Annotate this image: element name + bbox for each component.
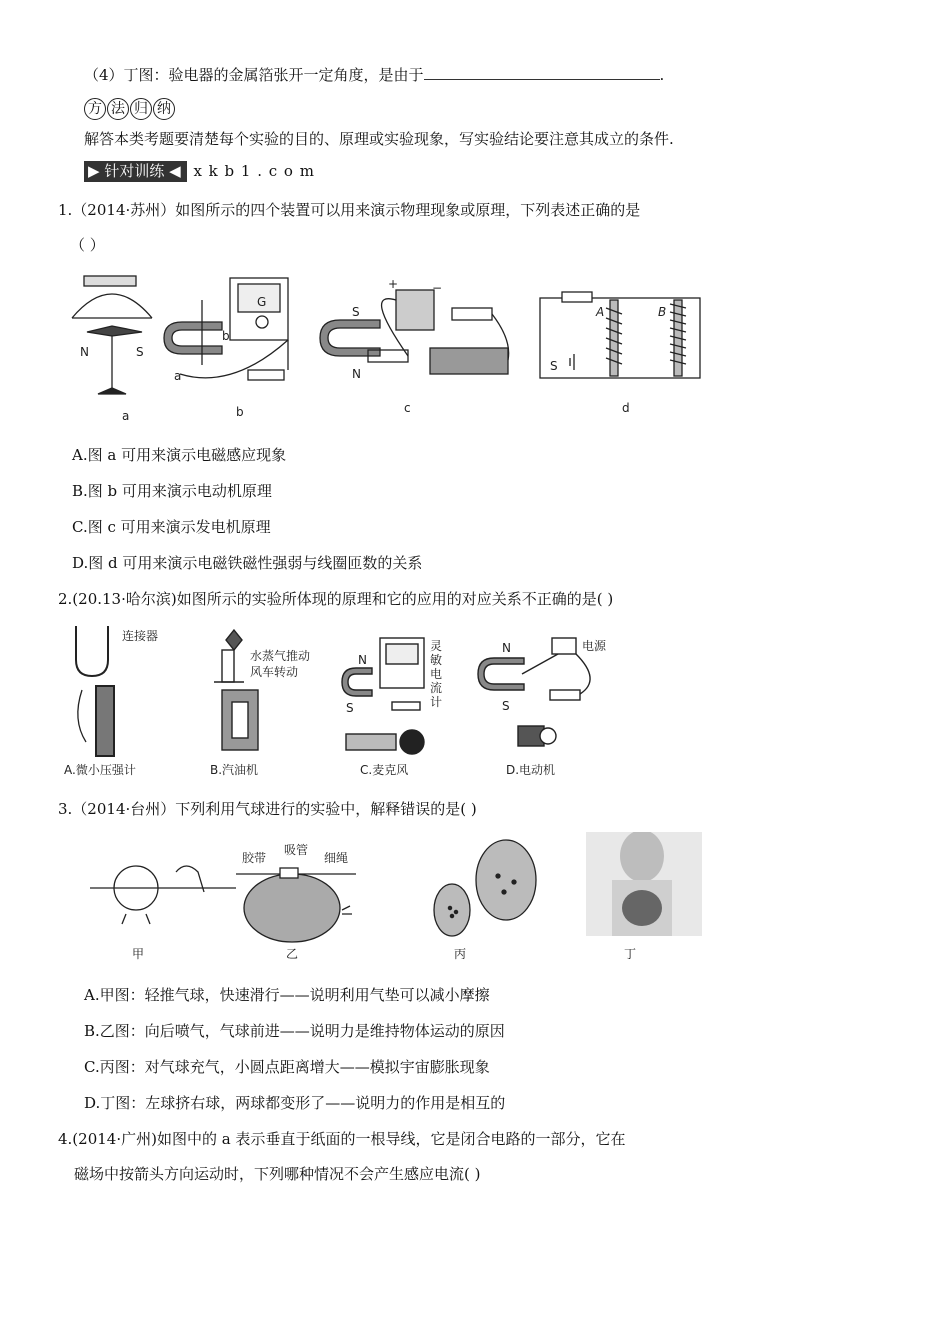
q2-d-s: S (502, 699, 510, 713)
q1-paren: （ ） (70, 236, 105, 254)
q1-fig-label-b: b (236, 405, 244, 419)
q2-fig-a (76, 626, 114, 756)
q2-windmill: 风车转动 (250, 665, 299, 679)
q2-fig-d (478, 638, 590, 746)
q1-fig-c (320, 290, 509, 374)
q4-line1: 4.(2014·广州)如图中的 a 表示垂直于纸面的一根导线，它是闭合电路的一部分，它在 (58, 1130, 626, 1148)
q3-option-a[interactable]: A.甲图：轻推气球，快速滑行——说明利用气垫可以减小摩擦 (84, 986, 490, 1004)
q3-label-yi: 乙 (286, 947, 299, 961)
q1-fig-a-n: N (80, 345, 89, 359)
q2-fig-c (342, 638, 424, 754)
q2-label-a: A.微小压强计 (64, 763, 136, 777)
q3-label-ding: 丁 (624, 947, 637, 961)
answer-blank (424, 65, 660, 80)
q1-fig-label-a: a (122, 409, 130, 423)
method-heading (84, 98, 176, 120)
q2-power: 电源 (582, 639, 607, 653)
method-char-4: 纳 (153, 98, 175, 120)
q3-option-c[interactable]: C.丙图：对气球充气，小圆点距离增大——模拟宇宙膨胀现象 (84, 1058, 490, 1076)
q3-label-jia: 甲 (132, 947, 145, 961)
q3-fig-jia (90, 866, 236, 924)
q1-fig-label-d: d (622, 401, 630, 415)
q-prev-item4-text: （4）丁图：验电器的金属箔张开一定角度，是由于 (84, 66, 424, 84)
q2-figure (62, 620, 612, 782)
q2-label-b: B.汽油机 (210, 763, 259, 777)
method-text: 解答本类考题要清楚每个实验的目的、原理或实验现象，写实验结论要注意其成立的条件. (84, 130, 674, 148)
play-icon: ▶ (88, 162, 100, 180)
q3-stem: 3.（2014·台州）下列利用气球进行的实验中，解释错误的是( ) (58, 800, 477, 818)
q1-fig-b-a: a (174, 369, 182, 383)
play-left-icon: ◀ (169, 162, 181, 180)
q1-fig-a (72, 276, 152, 394)
q1-figure (62, 270, 722, 430)
q1-fig-d-s: S (550, 359, 558, 373)
q2-galv-5: 计 (430, 695, 443, 709)
training-heading (84, 160, 315, 181)
q2-steam: 水蒸气推动 (250, 649, 311, 663)
q2-fig-b (214, 630, 258, 750)
q3-option-b[interactable]: B.乙图：向后喷气，气球前进——说明力是维持物体运动的原因 (84, 1022, 505, 1040)
q-prev-item4 (84, 64, 664, 85)
q3-option-d[interactable]: D.丁图：左球挤右球，两球都变形了——说明力的作用是相互的 (84, 1094, 506, 1112)
training-tag-label: 针对训练 (104, 162, 165, 180)
q1-fig-a-s: S (136, 345, 144, 359)
q1-stem: 1.（2014·苏州）如图所示的四个装置可以用来演示物理现象或原理，下列表述正确的是 (58, 201, 641, 219)
q2-label-c: C.麦克风 (360, 763, 409, 777)
q1-fig-d (540, 292, 700, 378)
q2-stem: 2.(20.13·哈尔滨)如图所示的实验所体现的原理和它的应用的对应关系不正确的是( ) (58, 590, 614, 608)
q1-fig-d-b: B (658, 305, 667, 319)
q3-straw: 吸管 (284, 843, 309, 857)
q3-fig-bing (434, 840, 536, 936)
q1-fig-c-n: N (352, 367, 361, 381)
method-char-3: 归 (130, 98, 152, 120)
q3-string: 细绳 (324, 851, 349, 865)
q2-c-s: S (346, 701, 354, 715)
q4-line2: 磁场中按箭头方向运动时，下列哪种情况不会产生感应电流( ) (74, 1165, 481, 1183)
q3-tape: 胶带 (242, 851, 267, 865)
watermark: x k b 1 . c o m (193, 162, 315, 180)
q3-label-bing: 丙 (454, 947, 467, 961)
q2-galv-3: 电 (430, 667, 443, 681)
q-prev-item4-end: . (659, 66, 665, 84)
q1-fig-c-minus: − (432, 281, 443, 295)
q1-option-c[interactable]: C.图 c 可用来演示发电机原理 (72, 518, 271, 536)
q2-galv-1: 灵 (430, 639, 443, 653)
q1-fig-d-a: A (596, 305, 605, 319)
q1-fig-b-g: G (257, 295, 267, 309)
q2-connector: 连接器 (122, 629, 159, 643)
q2-d-n: N (502, 641, 511, 655)
q2-c-n: N (358, 653, 367, 667)
q2-label-d: D.电动机 (506, 763, 556, 777)
q1-option-d[interactable]: D.图 d 可用来演示电磁铁磁性强弱与线圈匝数的关系 (72, 554, 423, 572)
method-char-1: 方 (84, 98, 106, 120)
q3-fig-ding (586, 832, 702, 936)
q1-option-a[interactable]: A.图 a 可用来演示电磁感应现象 (72, 446, 287, 464)
q1-fig-label-c: c (404, 401, 411, 415)
q1-fig-b-b: b (222, 329, 230, 343)
q1-option-b[interactable]: B.图 b 可用来演示电动机原理 (72, 482, 272, 500)
q1-fig-c-plus: + (388, 277, 399, 291)
q3-figure (86, 832, 706, 964)
training-tag (84, 161, 187, 182)
method-char-2: 法 (107, 98, 129, 120)
q2-galv-4: 流 (430, 681, 443, 695)
q2-galv-2: 敏 (430, 653, 443, 667)
q1-fig-c-s: S (352, 305, 360, 319)
q3-fig-yi (236, 868, 356, 942)
